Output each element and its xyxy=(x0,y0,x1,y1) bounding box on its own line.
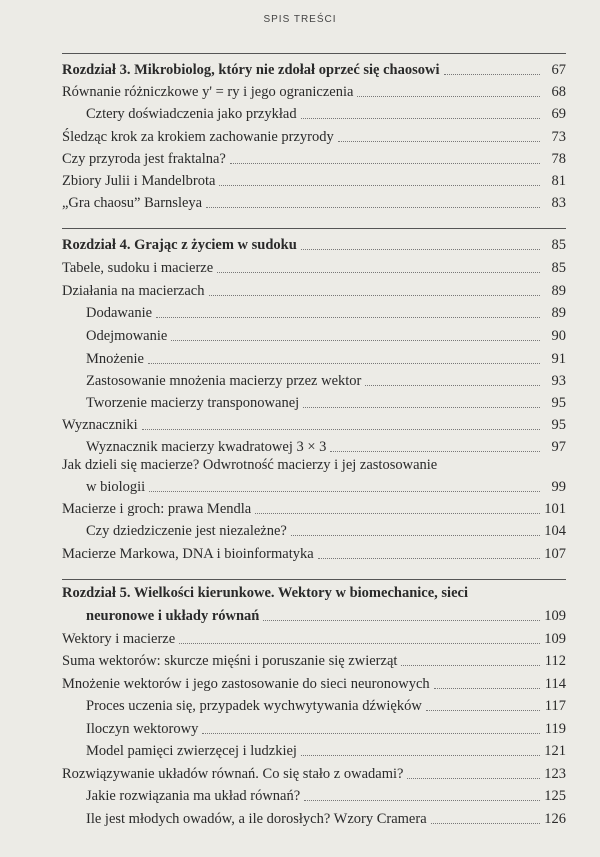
toc-entry[interactable] xyxy=(62,255,566,277)
dot-leader xyxy=(255,513,540,514)
page-number: 121 xyxy=(544,742,566,759)
dot-leader xyxy=(142,429,540,430)
toc-subentry[interactable] xyxy=(86,738,566,760)
toc-entry[interactable] xyxy=(62,278,566,300)
page-number: 89 xyxy=(551,304,566,321)
chapter-4-heading[interactable] xyxy=(62,232,566,254)
entry-title: Macierze Markowa, DNA i bioinformatyka xyxy=(62,545,314,562)
toc-entry[interactable] xyxy=(62,648,566,670)
chapter-divider xyxy=(62,53,566,54)
entry-title: Wektory i macierze xyxy=(62,630,176,647)
toc-subentry[interactable] xyxy=(86,346,566,368)
page-number: 85 xyxy=(551,259,566,276)
entry-title: Czy dziedziczenie jest niezależne? xyxy=(86,522,287,539)
dot-leader xyxy=(301,249,540,250)
entry-title: Iloczyn wektorowy xyxy=(86,720,199,737)
dot-leader xyxy=(171,340,540,341)
entry-title: Dodawanie xyxy=(86,304,153,321)
dot-leader xyxy=(338,141,540,142)
page-number: 125 xyxy=(544,787,566,804)
page-number: 78 xyxy=(551,150,566,167)
entry-title: Zastosowanie mnożenia macierzy przez wektor xyxy=(86,372,362,389)
dot-leader xyxy=(357,96,540,97)
page-number: 126 xyxy=(544,810,566,827)
toc-entry[interactable] xyxy=(62,124,566,146)
page-number: 95 xyxy=(551,416,566,433)
dot-leader xyxy=(149,491,540,492)
entry-title: Wyznacznik macierzy kwadratowej 3 × 3 xyxy=(86,438,327,455)
entry-title: Proces uczenia się, przypadek wychwytywania dźwięków xyxy=(86,697,422,714)
toc-subentry[interactable] xyxy=(86,434,566,456)
toc-subentry[interactable] xyxy=(86,300,566,322)
page-number: 114 xyxy=(544,675,566,692)
dot-leader xyxy=(303,407,540,408)
page-number: 85 xyxy=(551,236,566,253)
entry-title-line1[interactable]: Jak dzieli się macierze? Odwrotność macierzy i jej zastosowanie xyxy=(62,457,438,473)
entry-title: „Gra chaosu” Barnsleya xyxy=(62,194,203,211)
dot-leader xyxy=(217,272,540,273)
entry-title: Macierze i groch: prawa Mendla xyxy=(62,500,252,517)
page-number: 109 xyxy=(544,607,566,624)
toc-entry[interactable] xyxy=(62,671,566,693)
dot-leader xyxy=(401,665,540,666)
dot-leader xyxy=(431,823,540,824)
dot-leader xyxy=(148,363,540,364)
page-number: 109 xyxy=(544,630,566,647)
entry-title: Czy przyroda jest fraktalna? xyxy=(62,150,226,167)
entry-title: Ile jest młodych owadów, a ile dorosłych? Wzory Cramera xyxy=(86,810,427,827)
page-number: 119 xyxy=(544,720,566,737)
entry-title: Działania na macierzach xyxy=(62,282,205,299)
dot-leader xyxy=(202,733,540,734)
page-number: 81 xyxy=(551,172,566,189)
toc-entry[interactable] xyxy=(62,168,566,190)
entry-title: Wyznaczniki xyxy=(62,416,138,433)
dot-leader xyxy=(219,185,540,186)
dot-leader xyxy=(444,74,540,75)
page-number: 107 xyxy=(544,545,566,562)
entry-title: Jakie rozwiązania ma układ równań? xyxy=(86,787,301,804)
dot-leader xyxy=(156,317,540,318)
page-number: 67 xyxy=(551,61,566,78)
entry-title: Równanie różniczkowe y' = ry i jego ograniczenia xyxy=(62,83,354,100)
dot-leader xyxy=(263,620,540,621)
toc-entry[interactable] xyxy=(62,412,566,434)
chapter-title: Rozdział 4. Grając z życiem w sudoku xyxy=(62,236,297,253)
toc-entry[interactable] xyxy=(62,761,566,783)
dot-leader xyxy=(434,688,540,689)
dot-leader xyxy=(209,295,541,296)
dot-leader xyxy=(301,118,540,119)
page-number: 123 xyxy=(544,765,566,782)
toc-entry[interactable] xyxy=(62,496,566,518)
entry-title: Tabele, sudoku i macierze xyxy=(62,259,214,276)
page-number: 69 xyxy=(551,105,566,122)
toc-entry-continuation[interactable] xyxy=(86,474,566,496)
dot-leader xyxy=(291,535,540,536)
chapter-title: Rozdział 3. Mikrobiolog, który nie zdołał oprzeć się chaosowi xyxy=(62,61,440,78)
chapter-5-heading[interactable] xyxy=(86,603,566,625)
chapter-5-title-line1[interactable]: Rozdział 5. Wielkości kierunkowe. Wektory w biomechanice, sieci xyxy=(62,585,468,601)
page-number: 101 xyxy=(544,500,566,517)
chapter-divider xyxy=(62,228,566,229)
dot-leader xyxy=(426,710,540,711)
page-number: 112 xyxy=(544,652,566,669)
toc-subentry[interactable] xyxy=(86,783,566,805)
dot-leader xyxy=(318,558,540,559)
dot-leader xyxy=(330,451,540,452)
page-number: 68 xyxy=(551,83,566,100)
page-number: 90 xyxy=(551,327,566,344)
entry-title: Cztery doświadczenia jako przykład xyxy=(86,105,297,122)
chapter-title-line2: neuronowe i układy równań xyxy=(86,607,260,624)
page-number: 104 xyxy=(544,522,566,539)
entry-title: Śledząc krok za krokiem zachowanie przyrody xyxy=(62,128,334,145)
page-number: 99 xyxy=(551,478,566,495)
running-header: SPIS TREŚCI xyxy=(263,14,337,25)
page-number: 97 xyxy=(551,438,566,455)
toc-subentry[interactable] xyxy=(86,101,566,123)
toc-subentry[interactable] xyxy=(86,390,566,412)
chapter-3-heading[interactable] xyxy=(62,57,566,79)
toc-subentry[interactable] xyxy=(86,323,566,345)
toc-entry[interactable] xyxy=(62,626,566,648)
dot-leader xyxy=(179,643,540,644)
chapter-divider xyxy=(62,579,566,580)
page-number: 83 xyxy=(551,194,566,211)
toc-entry[interactable] xyxy=(62,541,566,563)
toc-entry[interactable] xyxy=(62,190,566,212)
entry-title: Tworzenie macierzy transponowanej xyxy=(86,394,300,411)
entry-title: Model pamięci zwierzęcej i ludzkiej xyxy=(86,742,297,759)
toc-subentry[interactable] xyxy=(86,693,566,715)
toc-entry[interactable] xyxy=(62,146,566,168)
entry-title-line2: w biologii xyxy=(86,478,146,495)
dot-leader xyxy=(206,207,540,208)
page-number: 95 xyxy=(551,394,566,411)
entry-title: Mnożenie wektorów i jego zastosowanie do sieci neuronowych xyxy=(62,675,430,692)
page-number: 117 xyxy=(544,697,566,714)
toc-subentry[interactable] xyxy=(86,806,566,828)
entry-title: Odejmowanie xyxy=(86,327,168,344)
entry-title: Mnożenie xyxy=(86,350,144,367)
dot-leader xyxy=(407,778,540,779)
entry-title: Zbiory Julii i Mandelbrota xyxy=(62,172,216,189)
dot-leader xyxy=(301,755,540,756)
dot-leader xyxy=(230,163,540,164)
page-number: 93 xyxy=(551,372,566,389)
page-number: 91 xyxy=(551,350,566,367)
dot-leader xyxy=(365,385,540,386)
entry-title: Suma wektorów: skurcze mięśni i poruszanie się zwierząt xyxy=(62,652,398,669)
toc-subentry[interactable] xyxy=(86,368,566,390)
page-number: 89 xyxy=(551,282,566,299)
toc-subentry[interactable] xyxy=(86,518,566,540)
toc-entry[interactable] xyxy=(62,79,566,101)
entry-title: Rozwiązywanie układów równań. Co się stało z owadami? xyxy=(62,765,404,782)
page-number: 73 xyxy=(551,128,566,145)
toc-subentry[interactable] xyxy=(86,716,566,738)
dot-leader xyxy=(304,800,540,801)
